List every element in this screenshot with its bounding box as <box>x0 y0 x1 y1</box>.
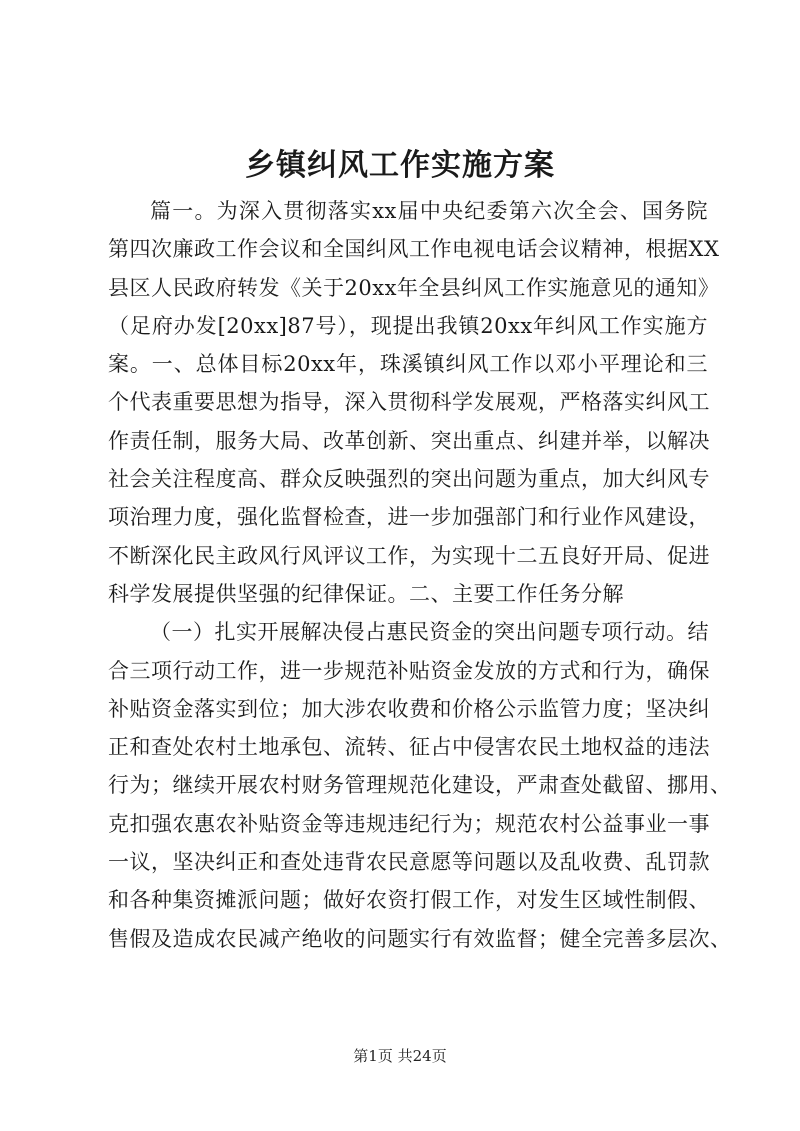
text-line: 作责任制，服务大局、改革创新、突出重点、纠建并举，以解决 <box>108 428 710 453</box>
text-line: 一议，坚决纠正和查处违背农民意愿等问题以及乱收费、乱罚款 <box>108 850 710 875</box>
text-line: 补贴资金落实到位；加大涉农收费和价格公示监管力度；坚决纠 <box>108 696 710 721</box>
text-line: 和各种集资摊派问题；做好农资打假工作，对发生区域性制假、 <box>108 888 710 913</box>
text-line: （足府办发[20xx]87号），现提出我镇20xx年纠风工作实施方 <box>108 313 708 338</box>
text-line: 社会关注程度高、群众反映强烈的突出问题为重点，加大纠风专 <box>108 467 710 492</box>
text-line: 科学发展提供坚强的纪律保证。二、主要工作任务分解 <box>108 581 624 606</box>
text-line: 正和查处农村土地承包、流转、征占中侵害农民土地权益的违法 <box>108 735 710 760</box>
text-line: （一）扎实开展解决侵占惠民资金的突出问题专项行动。结 <box>150 620 709 645</box>
text-line: 篇一。为深入贯彻落实xx届中央纪委第六次全会、国务院 <box>150 199 708 223</box>
text-line: 个代表重要思想为指导，深入贯彻科学发展观，严格落实纠风工 <box>108 390 710 415</box>
document-title: 乡镇纠风工作实施方案 <box>245 148 555 183</box>
text-line: 项治理力度，强化监督检查，进一步加强部门和行业作风建设， <box>108 505 710 530</box>
document-body <box>108 192 732 958</box>
text-line: 售假及造成农民减产绝收的问题实行有效监督；健全完善多层次、 <box>108 926 732 951</box>
text-line: 不断深化民主政风行风评议工作，为实现十二五良好开局、促进 <box>108 543 710 568</box>
text-line: 行为；继续开展农村财务管理规范化建设，严肃查处截留、挪用、 <box>108 773 732 798</box>
text-line: 合三项行动工作，进一步规范补贴资金发放的方式和行为，确保 <box>108 658 710 683</box>
text-line: 第四次廉政工作会议和全国纠风工作电视电话会议精神，根据XX <box>108 237 720 262</box>
text-line: 县区人民政府转发《关于20xx年全县纠风工作实施意见的通知》 <box>108 275 720 300</box>
page-footer: 第1页 共24页 <box>353 1047 447 1065</box>
text-line: 案。一、总体目标20xx年，珠溪镇纠风工作以邓小平理论和三 <box>108 352 708 377</box>
text-line: 克扣强农惠农补贴资金等违规违纪行为；规范农村公益事业一事 <box>108 811 710 836</box>
